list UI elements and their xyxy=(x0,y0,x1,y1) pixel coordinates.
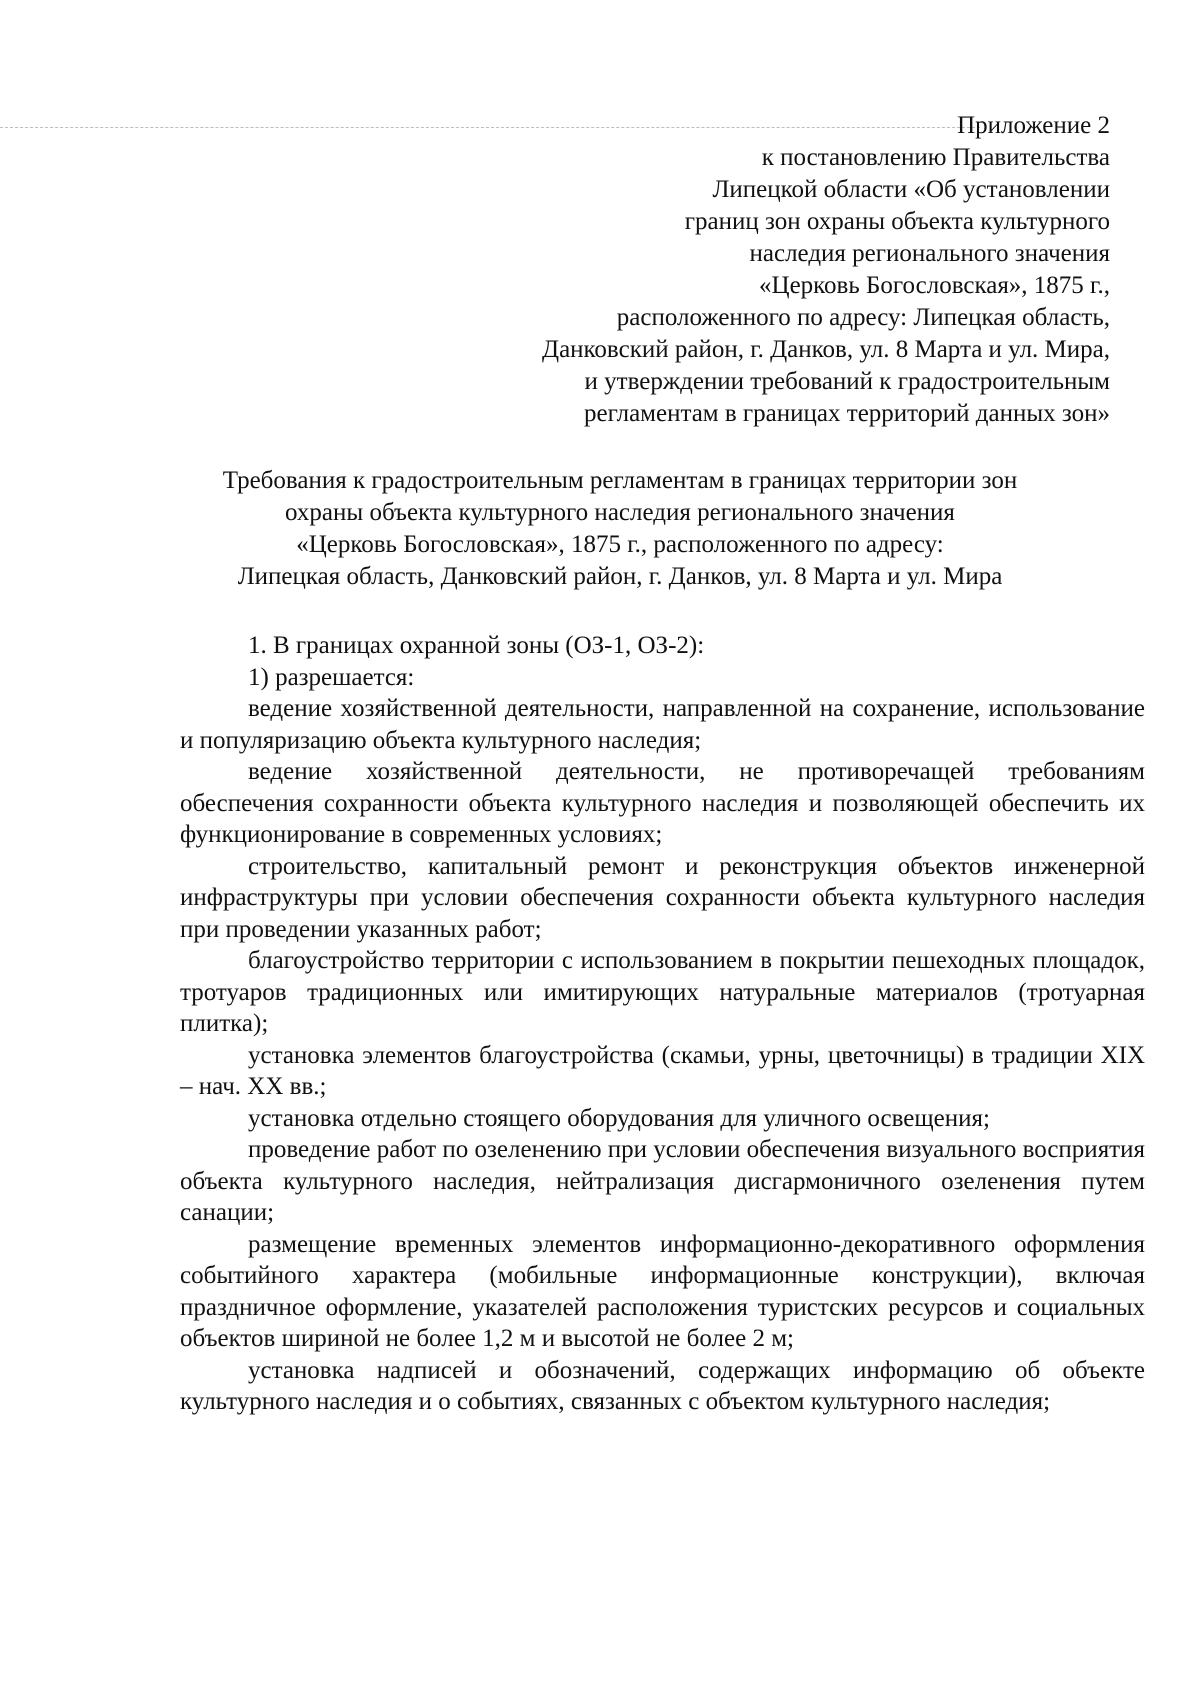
section-heading: 1. В границах охранной зоны (ОЗ-1, ОЗ-2): xyxy=(248,632,705,659)
appendix-line: «Церковь Богословская», 1875 г., xyxy=(759,272,1110,299)
body-paragraph: установка элементов благоустройства (скамьи, урны, цветочницы) в традиции XIX – нач. XX вв.; xyxy=(180,1041,1145,1100)
title-line: охраны объекта культурного наследия регионального значения xyxy=(285,499,955,526)
title-line: Липецкая область, Данковский район, г. Данков, ул. 8 Марта и ул. Мира xyxy=(237,563,1003,590)
body-paragraph: установка отдельно стоящего оборудования для уличного освещения; xyxy=(248,1104,990,1132)
body-paragraph: установка надписей и обозначений, содержащих информацию об объекте культурного наследия и о событиях, связанных с объектом культурного наследия; xyxy=(180,1356,1145,1415)
appendix-line: границ зон охраны объекта культурного xyxy=(684,208,1110,235)
body-paragraph: ведение хозяйственной деятельности, направленной на сохранение, использование и популяризацию объекта культурного наследия; xyxy=(180,695,1145,754)
appendix-line: Приложение 2 xyxy=(957,112,1110,139)
appendix-line: Липецкой области «Об установлении xyxy=(712,176,1110,203)
body-paragraph: благоустройство территории с использованием в покрытии пешеходных площадок, тротуаров традиционных или имитирующих натуральные материалов (тротуарная плитка); xyxy=(180,947,1145,1037)
appendix-header xyxy=(210,110,1110,430)
body-paragraph: ведение хозяйственной деятельности, не противоречащей требованиям обеспечения сохранности объекта культурного наследия и позволяющей обеспечить их функционирование в современных условиях; xyxy=(180,758,1145,848)
appendix-line: регламентам в границах территорий данных зон» xyxy=(584,400,1110,427)
appendix-line: Данковский район, г. Данков, ул. 8 Марта и ул. Мира, xyxy=(542,336,1110,363)
appendix-line: и утверждении требований к градостроительным xyxy=(584,368,1110,395)
document-body xyxy=(180,630,1145,1418)
title-line: «Церковь Богословская», 1875 г., расположенного по адресу: xyxy=(296,531,944,558)
appendix-line: расположенного по адресу: Липецкая область, xyxy=(616,304,1110,331)
appendix-line: наследия регионального значения xyxy=(749,240,1110,267)
appendix-line: к постановлению Правительства xyxy=(761,144,1110,171)
body-paragraph: строительство, капитальный ремонт и реконструкция объектов инженерной инфраструктуры при условии обеспечения сохранности объекта культурного наследия при проведении указанных работ; xyxy=(180,852,1145,943)
body-paragraph: размещение временных элементов информационно-декоративного оформления событийного характера (мобильные информационные конструкции), включая праздничное оформление, указателей расположения туристских ресурсов и социальных объектов шириной не более 1,2 м и высотой не более 2 м; xyxy=(180,1230,1145,1352)
document-title xyxy=(150,465,1090,593)
body-paragraph: проведение работ по озеленению при условии обеспечения визуального восприятия объекта культурного наследия, нейтрализация дисгармоничного озеленения путем санации; xyxy=(180,1136,1145,1226)
title-line: Требования к градостроительным регламентам в границах территории зон xyxy=(222,467,1018,494)
subsection-heading: 1) разрешается: xyxy=(248,663,415,691)
